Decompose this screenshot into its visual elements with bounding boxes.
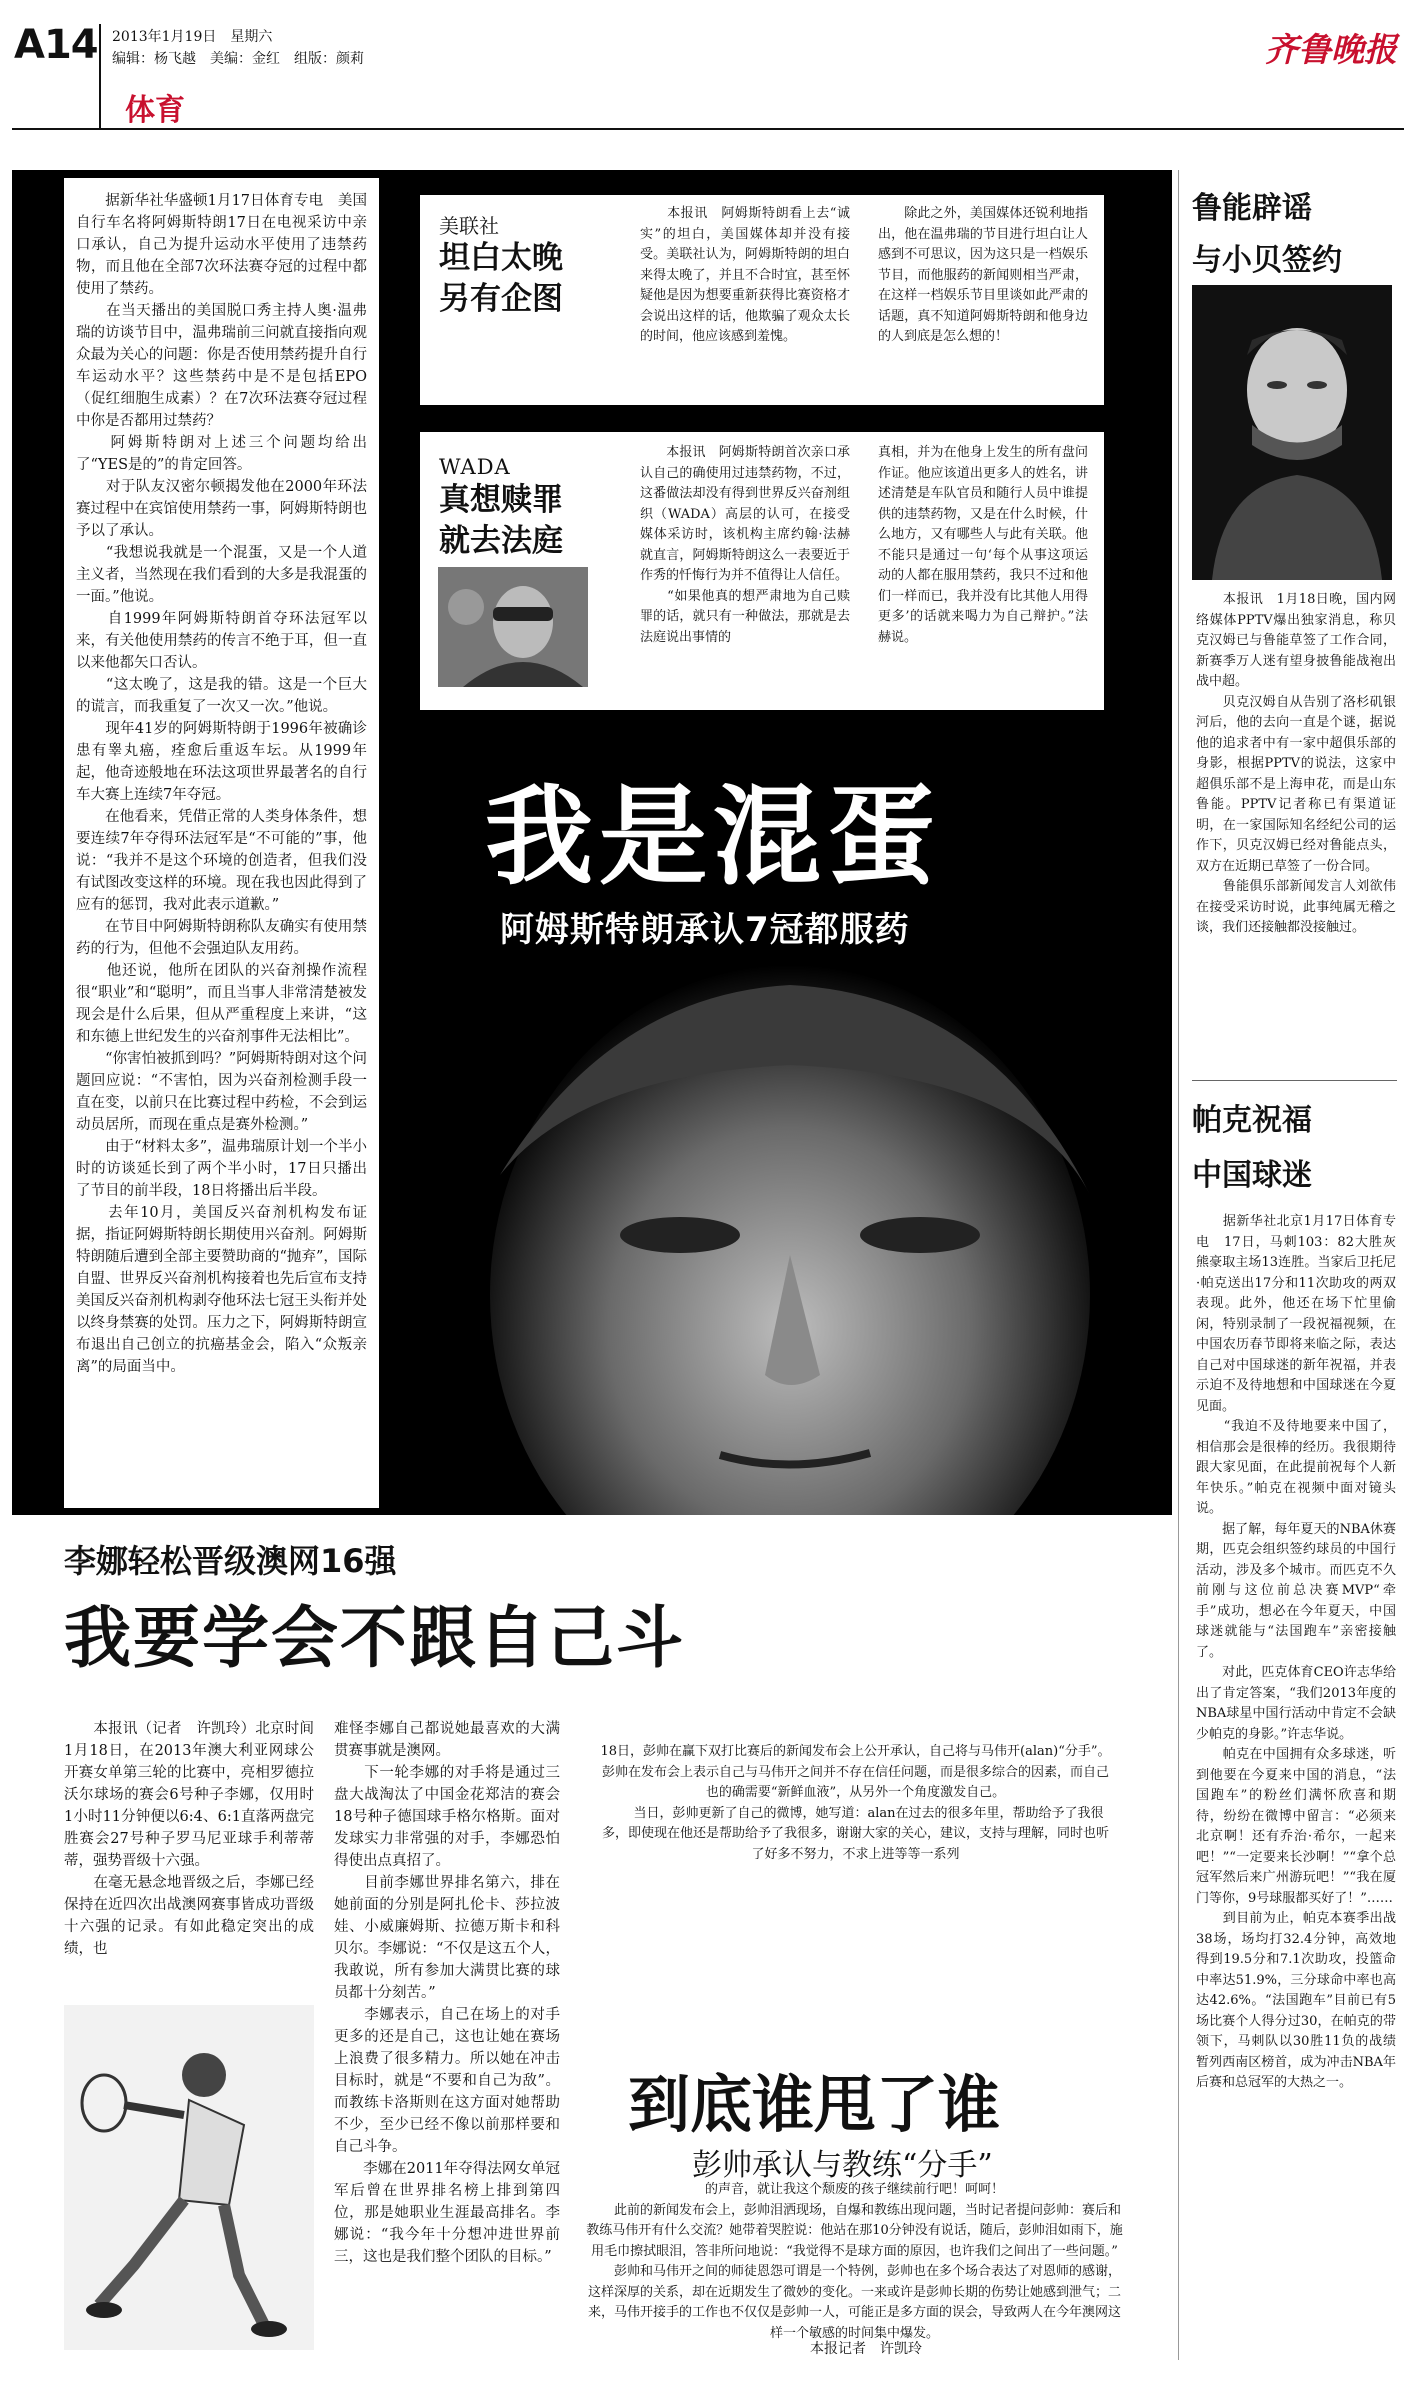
- lead-story-body: 据新华社华盛顿1月17日体育专电 美国自行车名将阿姆斯特朗17日在电视采访中亲口承认，自己为提升运动水平使用了违禁药物，而且他在全部7次环法赛夺冠的过程中都使用了禁药。 在当天播出的美国脱口秀主持人奥·温弗瑞的访谈节目中，温弗瑞前三问就直接指向观众最为关心的问题：你是否使用禁药提升自行车运动水平？这些禁药中是不是包括EPO（促红细胞生成素）？在7次环法赛夺冠过程中你是否都用过禁药？ 阿姆斯特朗对上述三个问题均给出了“YES是的”的肯定回答。 对于队友汉密尔顿揭发他在2000年环法赛过程中在宾馆使用禁药一事，阿姆斯特朗也予以了承认。 “我想说我就是一个混蛋，又是一个人道主义者，当然现在我们看到的大多是我混蛋的一面。”他说。 自1999年阿姆斯特朗首夺环法冠军以来，有关他使用禁药的传言不绝于耳，但一直以来他都矢口否认。 “这太晚了，这是我的错。这是一个巨大的谎言，而我重复了一次又一次。”他说。 现年41岁的阿姆斯特朗于1996年被确诊患有睾丸癌，痊愈后重返车坛。从1999年起，他奇迹般地在环法这项世界最著名的自行车大赛上连续7年夺冠。 在他看来，凭借正常的人类身体条件，想要连续7年夺得环法冠军是“不可能的”事，他说：“我并不是这个环境的创造者，但我们没有试图改变这样的环境。现在我也因此得到了应有的惩罚，我对此表示道歉。” 在节目中阿姆斯特朗称队友确实有使用禁药的行为，但他不会强迫队友用药。 他还说，他所在团队的兴奋剂操作流程很“职业”和“聪明”，而且当事人非常清楚被发现会是什么后果，但从严重程度上来讲，“这和东德上世纪发生的兴奋剂事件无法相比”。 “你害怕被抓到吗？”阿姆斯特朗对这个问题回应说：“不害怕，因为兴奋剂检测手段一直在变，以前只在比赛过程中药检，不会到运动员居所，而现在重点是赛外检测。” 由于“材料太多”，温弗瑞原计划一个半小时的访谈延长到了两个半小时，17日只播出了节目的前半段，18日将播出后半段。 去年10月，美国反兴奋剂机构发布证据，指证阿姆斯特朗长期使用兴奋剂。阿姆斯特朗随后遭到全部主要赞助商的“抛弃”，国际自盟、世界反兴奋剂机构接着也先后宣布支持美国反兴奋剂机构剥夺他环法七冠王头衔并处以终身禁赛的处罚。压力之下，阿姆斯特朗宣布退出自己创立的抗癌基金会，陷入“众叛亲离”的局面当中。: [76, 193, 367, 1375]
- wada-sidebar-label: WADA: [439, 455, 511, 479]
- editor-credits: 编辑：杨飞越 美编：金红 组版：颜莉: [112, 51, 364, 67]
- header-divider: [99, 24, 101, 129]
- header-rule: [12, 128, 1404, 130]
- pengshuai-intro: 18日，彭帅在赢下双打比赛后的新闻发布会上公开承认，自己将与马伟开(alan)“分手”。彭帅在发布会上表示自己与马伟开之间并不存在信任问题，而是很多综合的因素，而自己也的确需要“新鲜血液”，从另外一个角度激发自己。 当日，彭帅更新了自己的微博，她写道：alan在过去的很多年里，帮助给予了我很多，即使现在他还是帮助给予了我很多，谢谢大家的关心，建议，支持与理解，同时也听了好多不努力，不求上进等等一系列: [600, 1744, 1111, 1862]
- wada-sidebar-text-2: 真相，并为在他身上发生的所有盘问作证。他应该道出更多人的姓名，讲述清楚是车队官员和随行人员中谁提供的违禁药物，又是在什么时候，什么地方，又有哪些人与此有关联。他不能只是通过一句‘每个从事这项运动的人都在服用禁药，我只不过和他们一样而已，我并没有比其他人用得更多’的话就来喝力为自己辩护。”法赫说。: [878, 445, 1088, 645]
- armstrong-photo: [430, 875, 1172, 1515]
- lina-photo: [64, 2005, 314, 2350]
- luneng-headline: 鲁能辟谣 与小贝签约: [1192, 191, 1342, 278]
- column-divider: [1178, 170, 1179, 2360]
- pengshuai-headline: 到底谁甩了谁: [628, 2068, 1001, 2141]
- pengshuai-subheadline: 彭帅承认与教练“分手”: [692, 2148, 993, 2183]
- beckham-photo: [1192, 285, 1392, 580]
- ap-sidebar-label: 美联社: [439, 214, 499, 238]
- lina-body-2: 难怪李娜自己都说她最喜欢的大满贯赛事就是澳网。 下一轮李娜的对手将是通过三盘大战淘汰了中国金花郑洁的赛会18号种子德国球手格尔格斯。面对发球实力非常强的对手，李娜恐怕得使出点真招了。 目前李娜世界排名第六，排在她前面的分别是阿扎伦卡、莎拉波娃、小威廉姆斯、拉德万斯卡和科贝尔。李娜说：“不仅是这五个人，我敢说，所有参加大满贯比赛的球员都十分刻苦。” 李娜表示，自己在场上的对手更多的还是自己，这也让她在赛场上浪费了很多精力。所以她在冲击目标时，就是“不要和自己为敌”。而教练卡洛斯则在这方面对她帮助不少，至少已经不像以前那样要和自己斗争。 李娜在2011年夺得法网女单冠军后曾在世界排名榜上排到第四位，那是她职业生涯最高排名。李娜说：“我今年十分想冲进世界前三，这也是我们整个团队的目标。”: [334, 1721, 560, 2265]
- pengshuai-body: 的声音，就让我这个颓废的孩子继续前行吧！呵呵！ 此前的新闻发布会上，彭帅泪洒现场，自爆和教练出现问题，当时记者提问彭帅：赛后和教练马伟开有什么交流？她带着哭腔说：他站在那10分钟没有说话，随后，彭帅泪如雨下，施用毛巾擦拭眼泪，答非所问地说：“我觉得不是球方面的原因，也许我们之间出了一些问题。” 彭帅和马伟开之间的师徒恩怨可谓是一个特例，彭帅也在多个场合表达了对恩师的感谢，这样深厚的关系，却在近期发生了微妙的变化。一来或许是彭帅长期的伤势让她感到泄气；二来，马伟开接手的工作也不仅仅是彭帅一人，可能正是多方面的误会，导致两人在今年澳网这样一个敏感的时间集中爆发。: [586, 2182, 1123, 2341]
- parker-body: 据新华社北京1月17日体育专电 17日，马刺103：82大胜灰熊豪取主场13连胜。当家后卫托尼·帕克送出17分和11次助攻的两双表现。此外，他还在场下忙里偷闲，特别录制了一段祝福视频，在中国农历春节即将来临之际，表达自己对中国球迷的新年祝福，并表示迫不及待地想和中国球迷在今夏见面。 “我迫不及待地要来中国了，相信那会是很棒的经历。我很期待跟大家见面，在此提前祝每个人新年快乐。”帕克在视频中面对镜头说。 据了解，每年夏天的NBA休赛期，匹克会组织签约球员的中国行活动，涉及多个城市。而匹克不久前刚与这位前总决赛MVP“牵手”成功，想必在今年夏天，中国球迷就能与“法国跑车”亲密接触了。 对此，匹克体育CEO许志华给出了肯定答案，“我们2013年度的NBA球星中国行活动中肯定不会缺少帕克的身影。”许志华说。 帕克在中国拥有众多球迷，听到他要在今夏来中国的消息，“法国跑车”的粉丝们满怀欣喜和期待，纷纷在微博中留言：“必须来北京啊！还有乔治·希尔，一起来吧！”“一定要来长沙啊！”“拿个总冠军然后来广州游玩吧！”“我在厦门等你，9号球服都买好了！”…… 到目前为止，帕克本赛季出战38场，场均打32.4分钟，高效地得到19.5分和7.1次助攻，投篮命中率达51.9%，三分球命中率也高达42.6%。“法国跑车”目前已有5场比赛个人得分过30，在帕克的带领下，马刺队以30胜11负的战绩暂列西南区榜首，成为冲击NBA年后赛和总冠军的大热之一。: [1196, 1214, 1396, 2090]
- right-divider: [1192, 1080, 1397, 1081]
- newspaper-logo: 齐鲁晚报: [1265, 30, 1397, 69]
- pengshuai-byline: 本报记者 许凯玲: [810, 2341, 922, 2357]
- luneng-body: 本报讯 1月18日晚，国内网络媒体PPTV爆出独家消息，称贝克汉姆已与鲁能草签了工作合同，新赛季万人迷有望身披鲁能战袍出战中超。 贝克汉姆自从告别了洛杉矶银河后，他的去向一直是个谜，据说他的追求者中有一家中超俱乐部的身影，根据PPTV的说法，这家中超俱乐部不是上海申花，而是山东鲁能。PPTV记者称已有渠道证明，在一家国际知名经纪公司的运作下，贝克汉姆已经对鲁能点头，双方在近期已草签了一份合同。 鲁能俱乐部新闻发言人刘欲伟在接受采访时说，此事纯属无稽之谈，我们还接触都没接触过。: [1196, 592, 1396, 935]
- date-line: 2013年1月19日 星期六: [112, 29, 273, 45]
- lina-kicker: 李娜轻松晋级澳网16强: [64, 1542, 397, 1580]
- main-headline: 我是混蛋: [485, 775, 942, 900]
- main-subheadline: 阿姆斯特朗承认7冠都服药: [500, 910, 910, 950]
- lina-body-1: 本报讯（记者 许凯玲）北京时间1月18日，在2013年澳大利亚网球公开赛女单第三轮的比赛中，亮相罗德拉沃尔球场的赛会6号种子李娜，仅用时1小时11分钟便以6:4、6:1直落两盘完胜赛会27号种子罗马尼亚球手利蒂蒂蒂，强势晋级十六强。 在毫无悬念地晋级之后，李娜已经保持在近四次出战澳网赛事皆成功晋级十六强的记录。有如此稳定突出的成绩，也: [64, 1721, 314, 1957]
- ap-sidebar-text-2: 除此之外，美国媒体还锐利地指出，他在温弗瑞的节目进行坦白让人感到不可思议，因为这只是一档娱乐节目，而他服药的新闻则相当严肃，在这样一档娱乐节目里谈如此严肃的话题，真不知道阿姆斯特朗和他身边的人到底是怎么想的！: [878, 206, 1088, 344]
- ap-sidebar-text-1: 本报讯 阿姆斯特朗看上去“诚实”的坦白，美国媒体却并没有接受。美联社认为，阿姆斯特朗的坦白来得太晚了，并且不合时宜，甚至怀疑他是因为想要重新获得比赛资格才会说出这样的话，他欺骗了观众太长的时间，他应该感到羞愧。: [640, 206, 850, 344]
- wada-sidebar-title: 真想赎罪 就去法庭: [439, 482, 563, 559]
- lina-headline: 我要学会不跟自己斗: [64, 1599, 685, 1677]
- lead-story-panel: [64, 178, 379, 1508]
- parker-headline: 帕克祝福 中国球迷: [1192, 1103, 1312, 1193]
- page-number: A14: [14, 22, 98, 68]
- ap-sidebar-title: 坦白太晚 另有企图: [439, 240, 563, 317]
- wada-sidebar-text-1: 本报讯 阿姆斯特朗首次亲口承认自己的确使用过违禁药物，不过，这番做法却没有得到世界反兴奋剂组织（WADA）高层的认可，在接受媒体采访时，该机构主席约翰·法赫就直言，阿姆斯特朗这么一表要近于作秀的忏悔行为并不值得让人信任。 “如果他真的想严肃地为自己赎罪的话，就只有一种做法，那就是去法庭说出事情的: [640, 445, 850, 645]
- wada-photo: [438, 567, 588, 687]
- section-name: 体育: [125, 93, 185, 128]
